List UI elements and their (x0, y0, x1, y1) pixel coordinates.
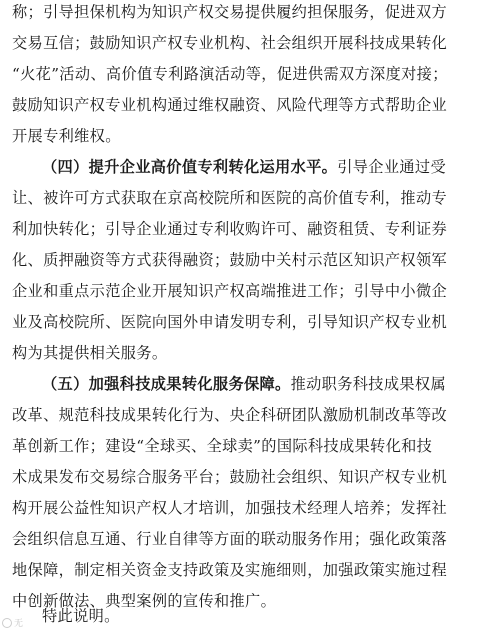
text-line: 业及高校院所、医院向国外申请发明专利，引导知识产权专业机 (12, 313, 448, 331)
text-line: “火花”活动、高价值专利路演活动等，促进供需双方深度对接； (12, 65, 448, 83)
paragraph-5-heading: （五）加强科技成果转化服务保障。 (42, 375, 291, 393)
text-line: 地保障，制定相关资金支持政策及实施细则，加强政策实施过程 (12, 561, 448, 579)
text-line: 开展专利维权。 (12, 127, 121, 145)
paragraph-5-first-line (42, 372, 446, 396)
text-line: 企业和重点示范企业开展知识产权高端推进工作；引导中小微企 (12, 282, 448, 300)
paragraph-5-lead: 推动职务科技成果权属 (290, 375, 446, 393)
text-line: 术成果发布交易综合服务平台；鼓励社会组织、知识产权专业机 (12, 468, 448, 486)
text-line: 称；引导担保机构为知识产权交易提供履约担保服务，促进双方 (12, 3, 448, 21)
paragraph-4-lead: 引导企业通过受 (337, 158, 446, 176)
text-line: 中创新做法、典型案例的宣传和推广。 (12, 592, 277, 610)
text-line: 改革、规范科技成果转化行为、央企科研团队激励机制改革等改 (12, 406, 448, 424)
text-line: 化、质押融资等方式获得融资；鼓励中关村示范区知识产权领军 (12, 251, 448, 269)
closing-statement: 特此说明。 (42, 607, 120, 625)
watermark-logo-icon (2, 618, 12, 628)
watermark (2, 616, 23, 629)
text-line: 鼓励知识产权专业机构通过维权融资、风险代理等方式帮助企业 (12, 96, 448, 114)
text-line: 交易互信；鼓励知识产权专业机构、社会组织开展科技成果转化 (12, 34, 448, 52)
text-line: 让、被许可方式获取在京高校院所和医院的高价值专利，推动专 (12, 189, 448, 207)
text-line: 会组织信息互通、行业自律等方面的联动服务作用；强化政策落 (12, 530, 448, 548)
text-line: 构开展公益性知识产权人才培训，加强技术经理人培养；发挥社 (12, 499, 448, 517)
text-line: 构为其提供相关服务。 (12, 344, 168, 362)
text-line: 利加快转化；引导企业通过专利收购许可、融资租赁、专利证券 (12, 220, 448, 238)
watermark-text: 无 (14, 619, 24, 629)
paragraph-4-heading: （四）提升企业高价值专利转化运用水平。 (42, 158, 338, 176)
text-line: 革创新工作；建设“全球买、全球卖”的国际科技成果转化和技 (12, 437, 433, 455)
paragraph-4-first-line (42, 155, 446, 179)
